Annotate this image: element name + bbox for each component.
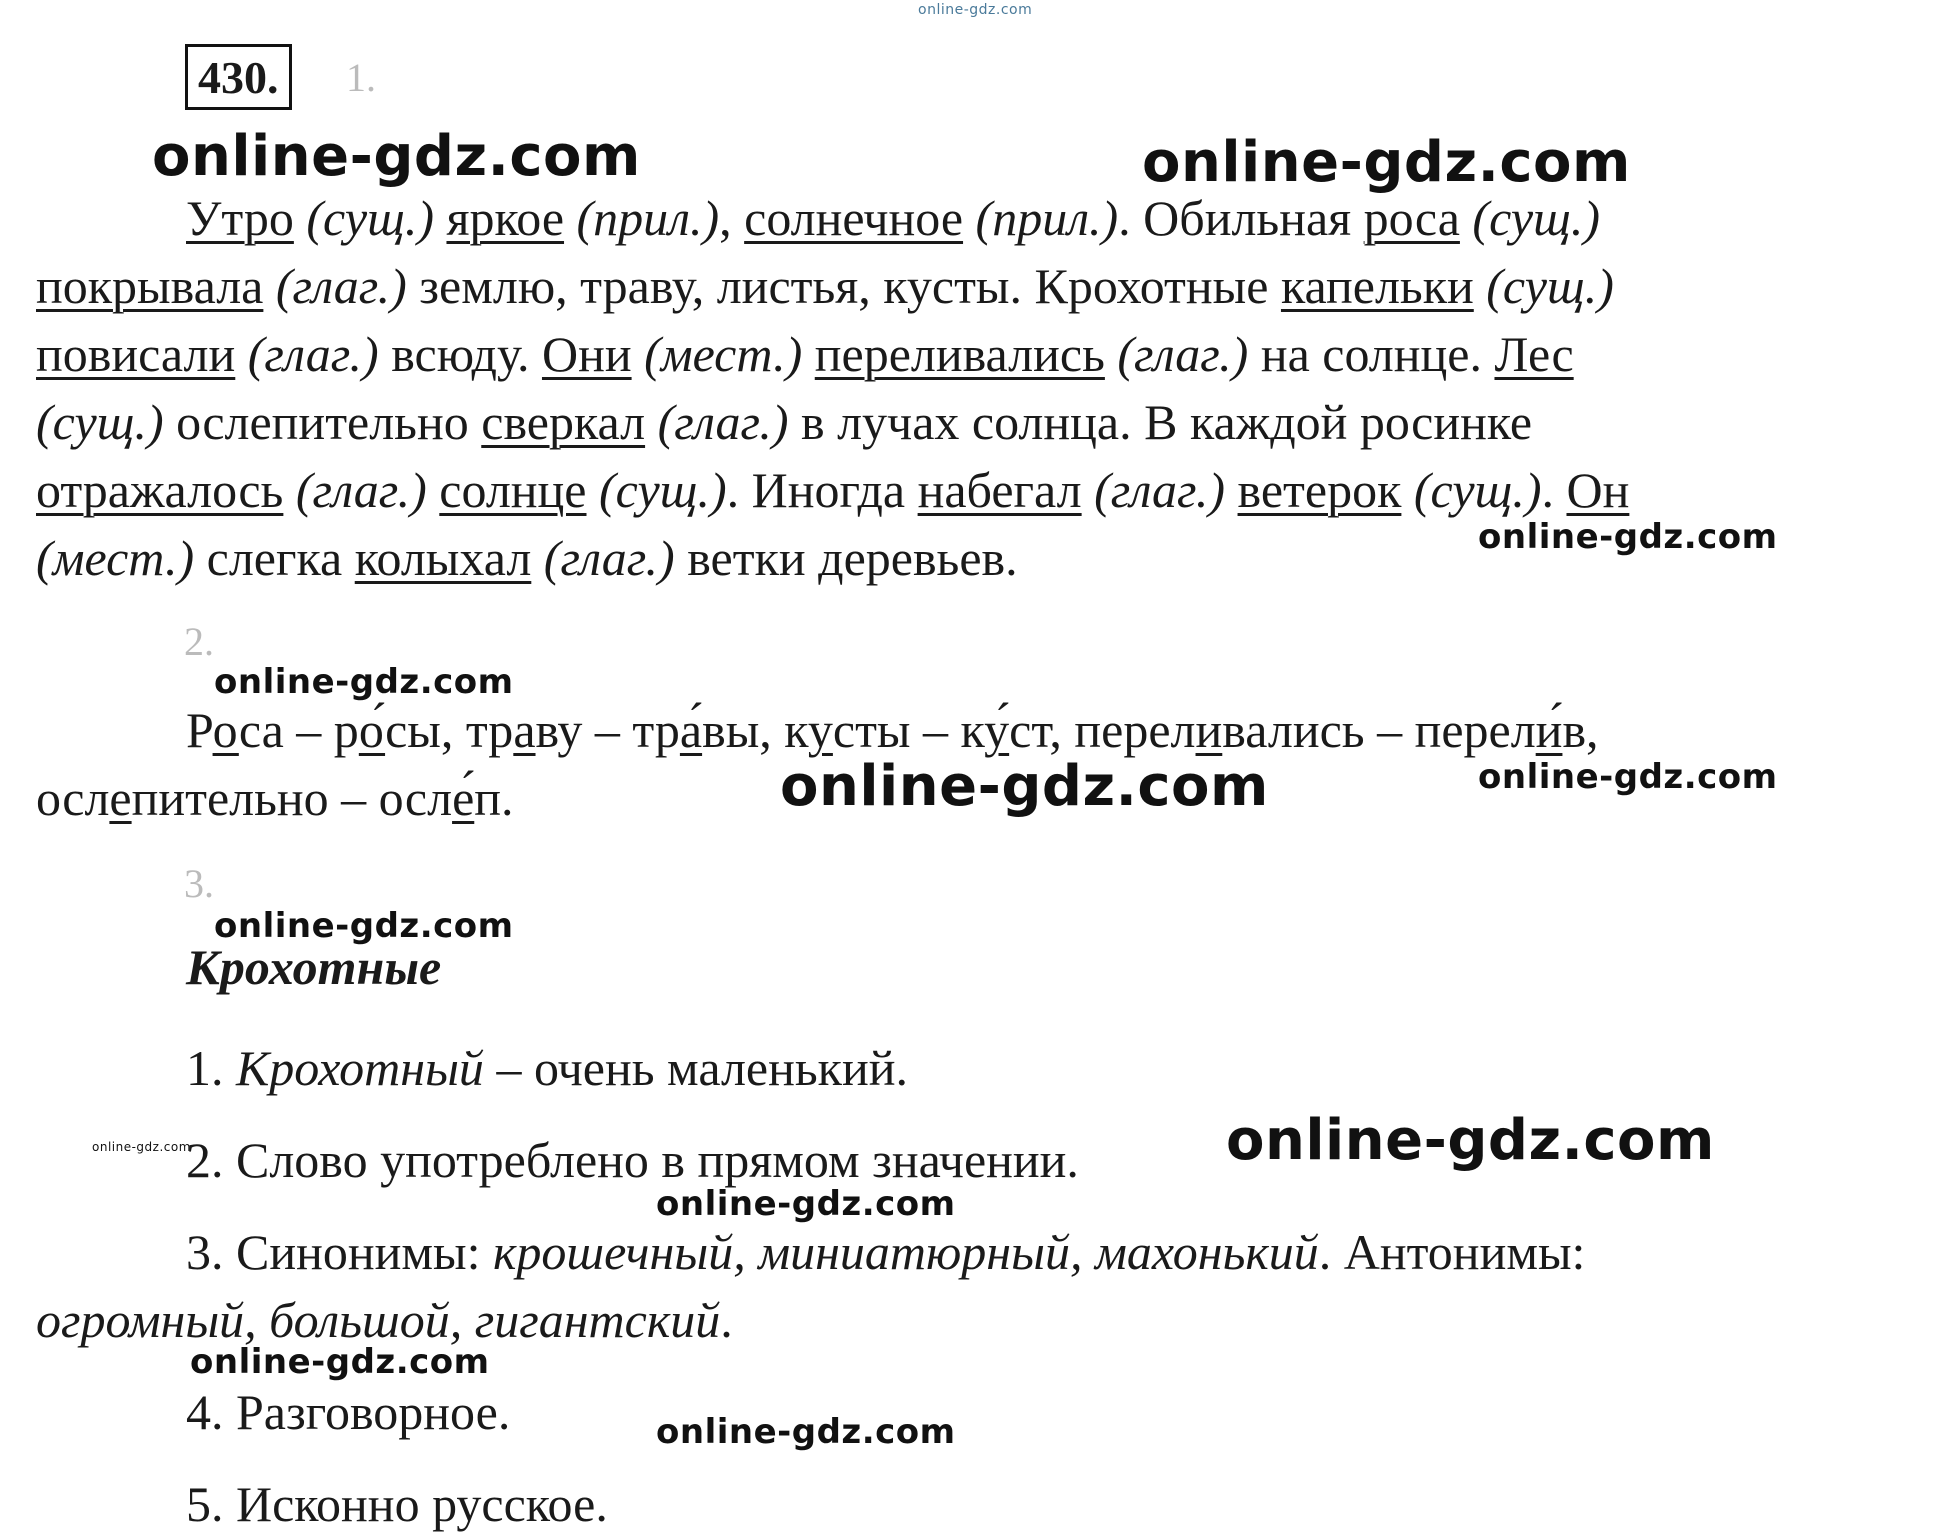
text-segment xyxy=(434,190,447,246)
part1-line xyxy=(36,456,1926,524)
watermark: online-gdz.com xyxy=(656,1412,956,1452)
part1-line xyxy=(36,320,1926,388)
underlined-word: повисали xyxy=(36,326,236,382)
underlined-word: Он xyxy=(1566,462,1630,518)
text-segment: сы, тр xyxy=(385,702,514,758)
text-segment xyxy=(531,530,544,586)
text-segment: п. xyxy=(474,770,514,826)
watermark: online-gdz.com xyxy=(780,754,1269,819)
watermark: online-gdz.com xyxy=(152,124,641,189)
text-segment: вались – перел xyxy=(1222,702,1536,758)
text-segment: 3. Синонимы: xyxy=(186,1224,494,1280)
watermark: online-gdz.com xyxy=(656,1184,956,1224)
underlined-word: набегал xyxy=(917,462,1082,518)
text-segment: всюду. xyxy=(378,326,542,382)
part-of-speech-label: (глаг.) xyxy=(543,530,675,586)
text-segment: слегка xyxy=(194,530,355,586)
text-segment xyxy=(1460,190,1473,246)
text-segment xyxy=(1225,462,1238,518)
part-of-speech-label: (мест.) xyxy=(36,530,195,586)
text-segment: . Антонимы: xyxy=(1318,1224,1586,1280)
text-segment xyxy=(427,462,440,518)
italic-text: крошечный, миниатюрный, махонький xyxy=(493,1224,1319,1280)
text-segment xyxy=(963,190,976,246)
text-segment xyxy=(587,462,600,518)
underlined-word: Лес xyxy=(1494,326,1574,382)
part-of-speech-label: (сущ.) xyxy=(1413,462,1542,518)
text-segment: ветки деревьев. xyxy=(674,530,1018,586)
underlined-word: ветерок xyxy=(1237,462,1402,518)
part-of-speech-label: (глаг.) xyxy=(295,462,427,518)
part-of-speech-label: (сущ.) xyxy=(599,462,727,518)
text-segment xyxy=(645,394,658,450)
underlined-word: покрывала xyxy=(36,258,264,314)
text-segment: 2. Слово употреблено в прямом значении. xyxy=(186,1132,1079,1188)
part-of-speech-label: (мест.) xyxy=(644,326,803,382)
text-segment xyxy=(1474,258,1487,314)
text-segment: , xyxy=(719,190,745,246)
text-segment xyxy=(235,326,248,382)
text-segment: . Иногда xyxy=(726,462,918,518)
underlined-word: и xyxy=(1195,702,1223,758)
underlined-word: у xyxy=(807,702,833,758)
underlined-word: о́ xyxy=(358,702,386,758)
part-of-speech-label: (глаг.) xyxy=(275,258,407,314)
underlined-word: колыхал xyxy=(354,530,532,586)
text-segment: на солнце. xyxy=(1248,326,1495,382)
text-segment: – очень маленький. xyxy=(483,1040,908,1096)
part3-item xyxy=(186,1218,1585,1286)
text-segment: . xyxy=(720,1292,733,1348)
part-of-speech-label: (сущ.) xyxy=(36,394,164,450)
text-segment: осл xyxy=(36,770,110,826)
part-of-speech-label: (прил.) xyxy=(576,190,720,246)
part-of-speech-label: (глаг.) xyxy=(657,394,789,450)
step-1-label: 1. xyxy=(346,55,376,100)
step-3-label: 3. xyxy=(184,861,214,906)
part-of-speech-label: (прил.) xyxy=(975,190,1119,246)
underlined-word: а́ xyxy=(679,702,703,758)
underlined-word: о xyxy=(212,702,239,758)
text-segment: ослепительно xyxy=(163,394,482,450)
underlined-word: а xyxy=(513,702,536,758)
text-segment: в, xyxy=(1562,702,1599,758)
text-segment xyxy=(294,190,307,246)
watermark: online-gdz.com xyxy=(214,662,514,702)
part3-item xyxy=(186,1378,510,1446)
text-segment xyxy=(632,326,645,382)
text-segment: пительно – осл xyxy=(131,770,453,826)
underlined-word: сверкал xyxy=(481,394,646,450)
step-2-label: 2. xyxy=(184,619,214,664)
text-segment: сты – к xyxy=(832,702,985,758)
text-segment xyxy=(1105,326,1118,382)
italic-text: огромный, большой, гигантский xyxy=(36,1292,721,1348)
watermark-top: online-gdz.com xyxy=(918,2,1033,18)
text-segment xyxy=(1401,462,1414,518)
italic-text: Крохотный xyxy=(236,1040,484,1096)
part1-line xyxy=(36,252,1926,320)
part-of-speech-label: (глаг.) xyxy=(1094,462,1226,518)
underlined-word: у́ xyxy=(984,702,1010,758)
part1-line xyxy=(36,184,1926,252)
underlined-word: е́ xyxy=(452,770,475,826)
text-segment xyxy=(263,258,276,314)
underlined-word: яркое xyxy=(446,190,565,246)
part-of-speech-label: (сущ.) xyxy=(306,190,434,246)
text-segment: са – р xyxy=(238,702,359,758)
text-segment xyxy=(802,326,815,382)
underlined-word: Они xyxy=(541,326,632,382)
text-segment: ст, перел xyxy=(1009,702,1196,758)
watermark: online-gdz.com xyxy=(1478,517,1778,557)
text-segment xyxy=(564,190,577,246)
underlined-word: капельки xyxy=(1280,258,1474,314)
text-segment: 4. Разговорное. xyxy=(186,1384,511,1440)
watermark: online-gdz.com xyxy=(214,906,514,946)
underlined-word: солнце xyxy=(439,462,587,518)
part-of-speech-label: (глаг.) xyxy=(247,326,379,382)
part-of-speech-label: (глаг.) xyxy=(1117,326,1249,382)
watermark: online-gdz.com xyxy=(190,1342,490,1382)
text-segment: 1. xyxy=(186,1040,236,1096)
text-segment xyxy=(1082,462,1095,518)
text-segment: . xyxy=(1541,462,1567,518)
text-segment: вы, к xyxy=(702,702,808,758)
watermark: online-gdz.com xyxy=(92,1140,191,1154)
text-segment: землю, траву, листья, кусты. Крохотные xyxy=(406,258,1281,314)
text-segment: ву – тр xyxy=(535,702,680,758)
underlined-word: и́ xyxy=(1535,702,1563,758)
part3-item xyxy=(186,1034,908,1102)
watermark: online-gdz.com xyxy=(1142,130,1631,195)
underlined-word: отражалось xyxy=(36,462,284,518)
text-segment: в лучах солнца. В каждой росинке xyxy=(788,394,1533,450)
text-segment: . Обильная xyxy=(1118,190,1364,246)
text-segment xyxy=(283,462,296,518)
part-of-speech-label: (сущ.) xyxy=(1486,258,1614,314)
underlined-word: роса xyxy=(1363,190,1460,246)
part3-item xyxy=(186,1470,608,1538)
part1-line xyxy=(36,388,1926,456)
text-segment: Р xyxy=(186,702,213,758)
part3-heading: Крохотные xyxy=(186,939,442,995)
text-segment: 5. Исконно русское. xyxy=(186,1476,608,1532)
underlined-word: Утро xyxy=(186,190,294,246)
underlined-word: переливались xyxy=(814,326,1105,382)
watermark: online-gdz.com xyxy=(1478,757,1778,797)
part-of-speech-label: (сущ.) xyxy=(1472,190,1601,246)
watermark: online-gdz.com xyxy=(1226,1108,1715,1173)
underlined-word: солнечное xyxy=(744,190,964,246)
underlined-word: е xyxy=(109,770,132,826)
task-number-box: 430. xyxy=(185,44,292,110)
